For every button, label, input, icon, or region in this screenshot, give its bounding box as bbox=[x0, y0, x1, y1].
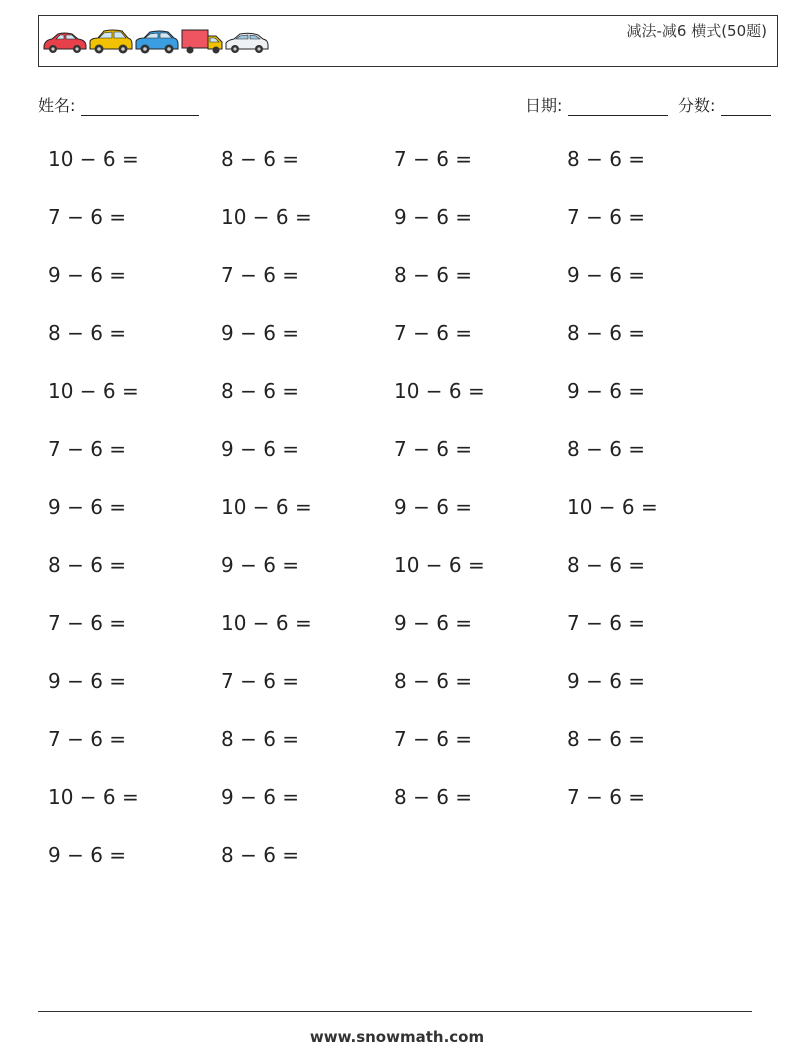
date-label: 日期: bbox=[525, 96, 563, 115]
problem-item: 10 − 6 = bbox=[394, 379, 485, 403]
problem-row bbox=[48, 304, 748, 362]
yellow-car-icon bbox=[90, 30, 132, 54]
white-car-icon bbox=[226, 33, 268, 53]
problem-row bbox=[48, 420, 748, 478]
date-line[interactable] bbox=[568, 99, 668, 116]
problem-item: 7 − 6 = bbox=[394, 727, 473, 751]
problem-item: 10 − 6 = bbox=[221, 495, 312, 519]
problem-item: 7 − 6 = bbox=[48, 205, 127, 229]
problem-item: 8 − 6 = bbox=[394, 669, 473, 693]
problem-item: 9 − 6 = bbox=[567, 669, 646, 693]
blue-car-icon bbox=[136, 31, 178, 54]
problem-item: 7 − 6 = bbox=[394, 147, 473, 171]
problem-item: 8 − 6 = bbox=[567, 553, 646, 577]
problem-item: 10 − 6 = bbox=[48, 147, 139, 171]
problem-item: 9 − 6 = bbox=[567, 379, 646, 403]
footer-url: www.snowmath.com bbox=[309, 1028, 485, 1046]
problem-item: 7 − 6 = bbox=[48, 727, 127, 751]
problem-row bbox=[48, 768, 748, 826]
score-line[interactable] bbox=[721, 99, 771, 116]
problem-item: 9 − 6 = bbox=[221, 553, 300, 577]
red-car-icon bbox=[44, 33, 86, 53]
score-label: 分数: bbox=[678, 96, 716, 115]
problem-grid bbox=[48, 130, 748, 884]
problem-row bbox=[48, 188, 748, 246]
problem-row bbox=[48, 130, 748, 188]
problem-item: 8 − 6 = bbox=[567, 437, 646, 461]
name-label: 姓名: bbox=[38, 96, 76, 115]
score-field bbox=[678, 93, 771, 116]
problem-item: 7 − 6 = bbox=[567, 785, 646, 809]
date-field bbox=[525, 93, 668, 116]
problem-item: 7 − 6 = bbox=[48, 611, 127, 635]
problem-item: 9 − 6 = bbox=[394, 495, 473, 519]
problem-item: 10 − 6 = bbox=[567, 495, 658, 519]
problem-row bbox=[48, 826, 748, 884]
problem-item: 8 − 6 = bbox=[394, 263, 473, 287]
problem-item: 8 − 6 = bbox=[221, 379, 300, 403]
header-box bbox=[38, 15, 778, 67]
problem-item: 9 − 6 = bbox=[567, 263, 646, 287]
problem-item: 8 − 6 = bbox=[221, 727, 300, 751]
problem-item: 7 − 6 = bbox=[394, 437, 473, 461]
name-field bbox=[38, 93, 199, 116]
name-line[interactable] bbox=[81, 99, 199, 116]
problem-row bbox=[48, 246, 748, 304]
problem-item: 9 − 6 = bbox=[48, 669, 127, 693]
problem-row bbox=[48, 536, 748, 594]
problem-item: 8 − 6 = bbox=[394, 785, 473, 809]
problem-row bbox=[48, 478, 748, 536]
problem-item: 7 − 6 = bbox=[48, 437, 127, 461]
problem-item: 8 − 6 = bbox=[567, 727, 646, 751]
problem-item: 8 − 6 = bbox=[221, 147, 300, 171]
problem-item: 9 − 6 = bbox=[221, 321, 300, 345]
problem-item: 10 − 6 = bbox=[221, 205, 312, 229]
problem-item: 7 − 6 = bbox=[394, 321, 473, 345]
problem-item: 10 − 6 = bbox=[48, 785, 139, 809]
problem-item: 7 − 6 = bbox=[221, 263, 300, 287]
problem-item: 8 − 6 = bbox=[567, 321, 646, 345]
footer-divider bbox=[38, 1011, 752, 1012]
problem-item: 10 − 6 = bbox=[221, 611, 312, 635]
problem-row bbox=[48, 594, 748, 652]
problem-item: 9 − 6 = bbox=[221, 785, 300, 809]
problem-item: 9 − 6 = bbox=[48, 843, 127, 867]
problem-item: 9 − 6 = bbox=[48, 263, 127, 287]
problem-item: 7 − 6 = bbox=[221, 669, 300, 693]
car-icons bbox=[42, 26, 272, 58]
problem-item: 8 − 6 = bbox=[221, 843, 300, 867]
problem-row bbox=[48, 362, 748, 420]
red-truck-icon bbox=[182, 30, 222, 54]
problem-item: 10 − 6 = bbox=[48, 379, 139, 403]
problem-item: 7 − 6 = bbox=[567, 611, 646, 635]
problem-row bbox=[48, 652, 748, 710]
problem-item: 7 − 6 = bbox=[567, 205, 646, 229]
problem-item: 9 − 6 = bbox=[394, 611, 473, 635]
problem-row bbox=[48, 710, 748, 768]
problem-item: 8 − 6 = bbox=[48, 553, 127, 577]
problem-item: 9 − 6 = bbox=[221, 437, 300, 461]
problem-item: 9 − 6 = bbox=[48, 495, 127, 519]
worksheet-title: 减法-减6 横式(50题) bbox=[626, 22, 767, 40]
problem-item: 10 − 6 = bbox=[394, 553, 485, 577]
problem-item: 9 − 6 = bbox=[394, 205, 473, 229]
problem-item: 8 − 6 = bbox=[567, 147, 646, 171]
problem-item: 8 − 6 = bbox=[48, 321, 127, 345]
